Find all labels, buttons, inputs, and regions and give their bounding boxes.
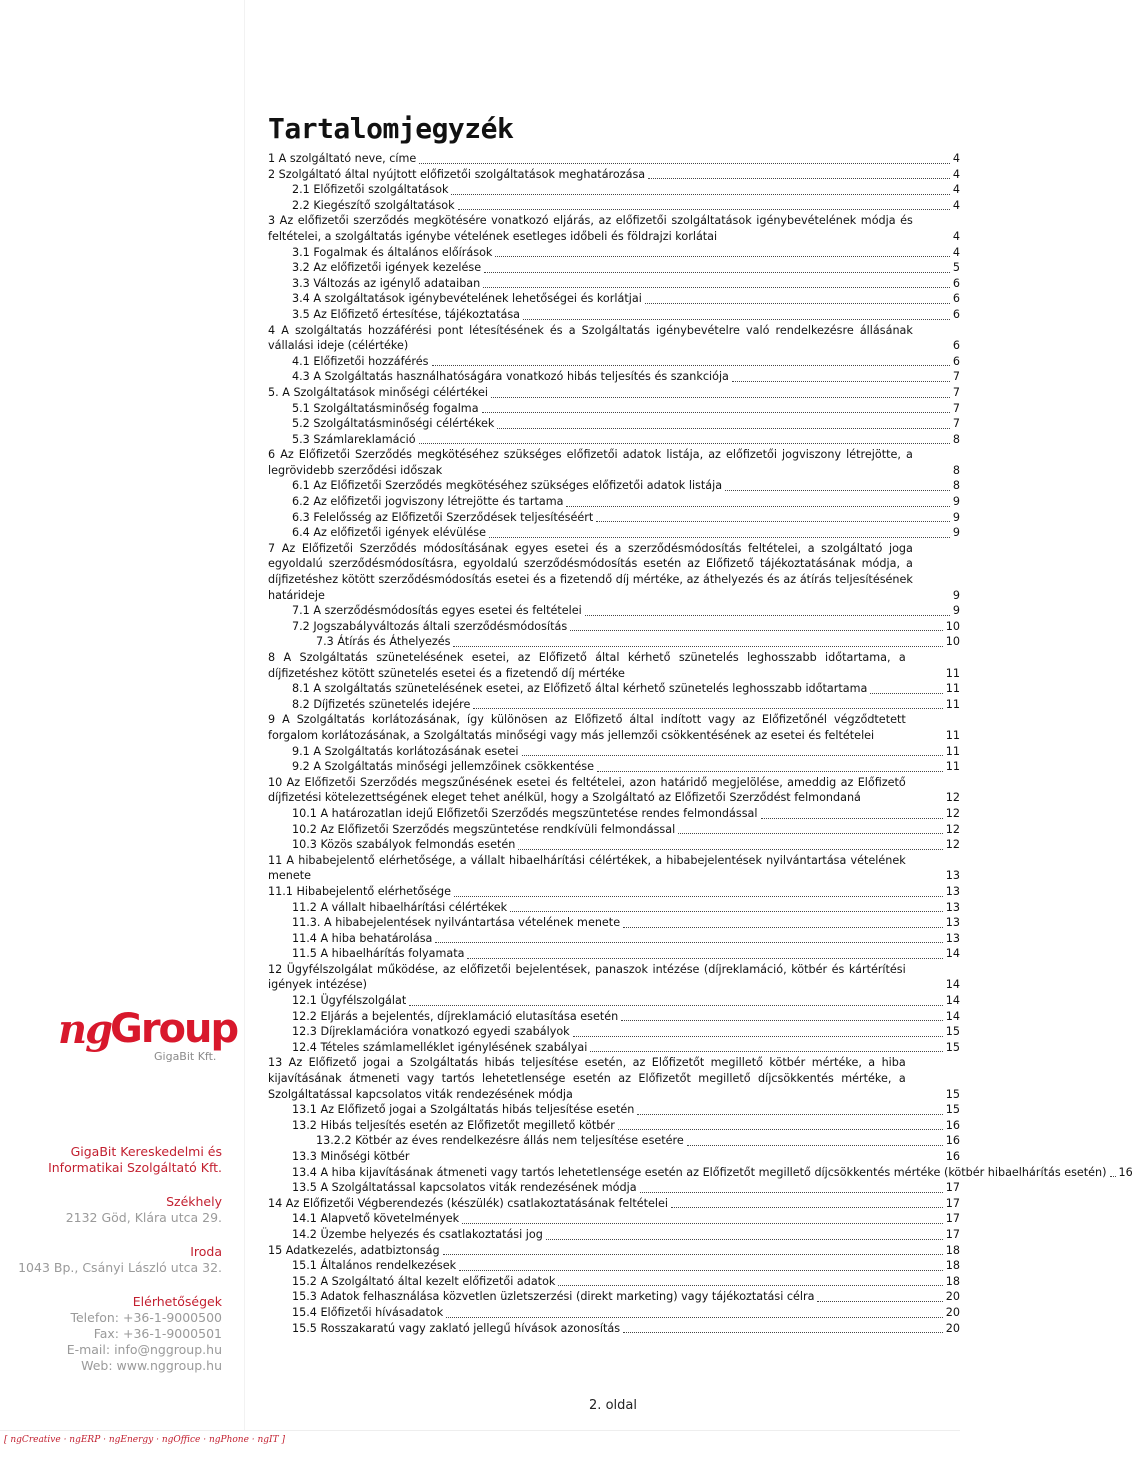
toc-leader-dots xyxy=(618,1129,943,1130)
toc-page-number: 4 xyxy=(952,198,960,212)
toc-entry-text: 5.2 Szolgáltatásminőségi célértékek xyxy=(292,417,495,431)
toc-entry-text: 7 Az Előfizetői Szerződés módosításának egyes esetei és a szerződésmódosítás feltételei, a szolgáltató joga egyoldalú szerződésmódosításra, egyoldalú szerződésmódosítás esetén az Előfizető tájékoztatásának módja, a díjfizetéshez kötött szerződésmódosítás esetei és a fizetendő díj mértéke, az áthelyezés és az átírás teljesítésének határideje xyxy=(268,541,913,602)
hq-info xyxy=(0,1194,222,1226)
toc-leader-dots xyxy=(732,381,950,382)
toc-entry-text: 14.1 Alapvető követelmények xyxy=(292,1212,460,1226)
toc-leader-dots xyxy=(623,1332,943,1333)
toc-entry[interactable] xyxy=(268,603,960,619)
toc-leader-dots xyxy=(678,833,943,834)
toc-entry-text: 12 Ügyfélszolgálat működése, az előfizetői bejelentések, panaszok intézése (díjreklamáció, kötbér és kártérítési igények intézése) xyxy=(268,962,906,992)
toc-content xyxy=(268,112,1133,1336)
toc-leader-dots xyxy=(648,178,950,179)
toc-page-number: 11 xyxy=(945,682,960,696)
toc-leader-dots xyxy=(459,1270,943,1271)
toc-page-number: 13 xyxy=(945,900,960,914)
toc-page-number: 14 xyxy=(945,994,960,1008)
toc-leader-dots xyxy=(546,1239,943,1240)
toc-entry[interactable] xyxy=(268,775,960,806)
toc-leader-dots xyxy=(443,1254,943,1255)
toc-entry-text: 13.2 Hibás teljesítés esetén az Előfizetőt megillető kötbér xyxy=(292,1118,615,1132)
toc-leader-dots xyxy=(640,1192,943,1193)
toc-entry[interactable] xyxy=(268,1305,960,1321)
toc-entry-text: 13.5 A Szolgáltatással kapcsolatos viták rendezésének módja xyxy=(292,1181,637,1195)
nggroup-logo xyxy=(58,1006,238,1066)
toc-page-number: 11 xyxy=(945,744,960,758)
toc-entry-text: 14.2 Üzembe helyezés és csatlakoztatási jog xyxy=(292,1227,543,1241)
toc-entry-text: 12.1 Ügyfélszolgálat xyxy=(292,994,407,1008)
toc-page-number: 20 xyxy=(945,1321,960,1335)
toc-page-number: 15 xyxy=(945,1040,960,1054)
toc-entry-text: 11.5 A hibaelhárítás folyamata xyxy=(292,947,465,961)
toc-entry[interactable] xyxy=(268,369,960,385)
toc-entry[interactable] xyxy=(268,276,960,292)
toc-page-number: 11 xyxy=(945,728,960,742)
toc-entry-text: 4.1 Előfizetői hozzáférés xyxy=(292,354,429,368)
toc-entry-text: 3.5 Az Előfizető értesítése, tájékoztatása xyxy=(292,307,521,321)
toc-leader-dots xyxy=(484,272,950,273)
toc-entry[interactable] xyxy=(268,291,960,307)
toc-entry[interactable] xyxy=(268,385,960,401)
toc-entry[interactable] xyxy=(268,1243,960,1259)
toc-entry[interactable] xyxy=(268,619,960,635)
office-label: Iroda xyxy=(190,1244,222,1259)
toc-entry[interactable] xyxy=(268,478,960,494)
toc-leader-dots xyxy=(597,771,943,772)
toc-entry-text: 3 Az előfizetői szerződés megkötésére vonatkozó eljárás, az előfizetői szolgáltatások igénybevételének módja és feltételei, a szolgáltatás igénybe vételének esetleges időbeli és földrajzi korlátai xyxy=(268,214,913,243)
toc-entry-text: 15 Adatkezelés, adatbiztonság xyxy=(268,1243,440,1257)
toc-entry-text: 2.1 Előfizetői szolgáltatások xyxy=(292,183,449,197)
toc-page-number: 17 xyxy=(945,1196,960,1210)
toc-entry-text: 13.3 Minőségi kötbér xyxy=(292,1150,410,1163)
toc-page-number: 16 xyxy=(945,1150,960,1163)
toc-entry[interactable] xyxy=(268,1321,960,1337)
toc-leader-dots xyxy=(491,397,950,398)
toc-entry[interactable] xyxy=(268,1055,960,1102)
toc-leader-dots xyxy=(590,1051,942,1052)
toc-page-number: 20 xyxy=(945,1305,960,1319)
toc-entry[interactable] xyxy=(268,1289,960,1305)
toc-page-number: 4 xyxy=(952,152,960,165)
toc-entry[interactable] xyxy=(268,634,960,650)
toc-entry[interactable] xyxy=(268,245,960,261)
toc-entry-text: 7.1 A szerződésmódosítás egyes esetei és feltételei xyxy=(292,604,582,618)
toc-entry-text: 13.2.2 Kötbér az éves rendelkezésre állás nem teljesítése esetére xyxy=(316,1134,684,1148)
toc-page-number: 17 xyxy=(945,1227,960,1241)
toc-entry[interactable] xyxy=(268,1133,960,1149)
toc-page-number: 7 xyxy=(952,401,960,415)
toc-entry-text: 3.4 A szolgáltatások igénybevételének lehetőségei és korlátjai xyxy=(292,292,642,306)
toc-entry[interactable] xyxy=(268,198,960,214)
toc-entry-text: 6.1 Az Előfizetői Szerződés megkötéséhez szükséges előfizetői adatok listája xyxy=(292,479,723,493)
toc-entry-text: 5.1 Szolgáltatásminőség fogalma xyxy=(292,401,479,415)
toc-entry-text: 1 A szolgáltató neve, címe xyxy=(268,152,417,165)
toc-page-number: 6 xyxy=(952,307,960,321)
toc-leader-dots xyxy=(458,209,950,210)
toc-entry[interactable] xyxy=(268,837,960,853)
toc-leader-dots xyxy=(510,911,943,912)
toc-entry-text: 15.2 A Szolgáltató által kezelt előfizetői adatok xyxy=(292,1274,556,1288)
toc-entry-text: 6.4 Az előfizetői igények elévülése xyxy=(292,526,486,540)
toc-leader-dots xyxy=(473,708,942,709)
toc-entry[interactable] xyxy=(268,1149,960,1165)
toc-leader-dots xyxy=(419,443,950,444)
toc-entry-text: 11.2 A vállalt hibaelhárítási célértékek xyxy=(292,900,508,914)
toc-entry-text: 9 A Szolgáltatás korlátozásának, így különösen az Előfizető által indított vagy az Előfizetőnél végződtetett forgalom korlátozásának, a Szolgáltatás minőségi vagy más jellemzői csökkentésének az esetei és feltételei xyxy=(268,713,906,742)
toc-entry[interactable] xyxy=(268,1102,960,1118)
toc-leader-dots xyxy=(467,958,942,959)
toc-entry[interactable] xyxy=(268,1196,960,1212)
toc-page-number: 16 xyxy=(945,1118,960,1132)
toc-page-number: 11 xyxy=(945,760,960,774)
toc-page-number: 18 xyxy=(945,1259,960,1273)
toc-entry-text: 13.4 A hiba kijavításának átmeneti vagy tartós lehetetlensége esetén az Előfizetőt megillető díjcsökkentés mértéke (kötbér hibaelhárítás esetén) xyxy=(292,1165,1107,1179)
toc-leader-dots xyxy=(623,927,943,928)
toc-page-number: 15 xyxy=(945,1025,960,1039)
toc-leader-dots xyxy=(451,194,949,195)
toc-leader-dots xyxy=(621,1020,943,1021)
toc-entry-text: 4.3 A Szolgáltatás használhatóságára vonatkozó hibás teljesítés és szankciója xyxy=(292,370,729,384)
toc-page-number: 17 xyxy=(945,1181,960,1195)
toc-entry[interactable] xyxy=(268,416,960,432)
toc-entry-text: 15.3 Adatok felhasználása közvetlen üzletszerzési (direkt marketing) vagy tájékoztatási célra xyxy=(292,1290,815,1304)
toc-leader-dots xyxy=(462,1223,943,1224)
toc-entry[interactable] xyxy=(268,822,960,838)
toc-entry[interactable] xyxy=(268,1258,960,1274)
toc-page-number: 10 xyxy=(945,619,960,633)
toc-leader-dots xyxy=(419,163,950,164)
toc-leader-dots xyxy=(489,537,950,538)
footer-brands: [ ngCreative · ngERP · ngEnergy · ngOffice · ngPhone · ngIT ] xyxy=(4,1435,285,1445)
toc-entry[interactable] xyxy=(268,447,960,478)
email: E-mail: info@nggroup.hu xyxy=(66,1342,222,1357)
toc-entry[interactable] xyxy=(268,494,960,510)
toc-page-number: 12 xyxy=(945,791,960,805)
toc-leader-dots xyxy=(671,1207,943,1208)
toc-page-number: 9 xyxy=(952,510,960,524)
toc-entry[interactable] xyxy=(268,1118,960,1134)
toc-entry[interactable] xyxy=(268,401,960,417)
toc-entry[interactable] xyxy=(268,1180,960,1196)
toc-entry-text: 11.4 A hiba behatárolása xyxy=(292,931,433,945)
toc-leader-dots xyxy=(483,287,950,288)
toc-entry-text: 15.1 Általános rendelkezések xyxy=(292,1259,457,1273)
toc-page-number: 14 xyxy=(945,978,960,992)
toc-page-number: 17 xyxy=(945,1212,960,1226)
web: Web: www.nggroup.hu xyxy=(81,1358,222,1373)
sidebar xyxy=(0,0,245,1430)
toc-entry-text: 15.4 Előfizetői hívásadatok xyxy=(292,1305,444,1319)
toc-entry-text: 13.1 Az Előfizető jogai a Szolgáltatás hibás teljesítése esetén xyxy=(292,1103,635,1117)
toc-entry[interactable] xyxy=(268,151,960,167)
toc-page-number: 16 xyxy=(1118,1165,1133,1179)
toc-entry[interactable] xyxy=(268,744,960,760)
contact-label: Elérhetőségek xyxy=(132,1294,222,1309)
toc-entry-text: 7.2 Jogszabályváltozás általi szerződésmódosítás xyxy=(292,619,568,633)
toc-entry-text: 8.2 Díjfizetés szünetelés idejére xyxy=(292,697,471,711)
toc-entry-text: 2.2 Kiegészítő szolgáltatások xyxy=(292,198,455,212)
toc-leader-dots xyxy=(497,428,949,429)
toc-entry-text: 5.3 Számlareklamáció xyxy=(292,432,416,446)
toc-page-number: 4 xyxy=(952,245,960,259)
hq-label: Székhely xyxy=(166,1194,222,1209)
toc-page-number: 9 xyxy=(952,588,960,602)
toc-page-number: 6 xyxy=(952,276,960,290)
toc-entry-text: 10 Az Előfizetői Szerződés megszűnésének esetei és feltételei, azon határidő megjelölése, ameddig az Előfizető díjfizetési kötelezettségének eleget tehet anélkül, hogy a Szolgáltató az Előfizetői Szerződést felmondaná xyxy=(268,775,906,805)
toc-page-number: 12 xyxy=(945,822,960,836)
toc-page-number: 7 xyxy=(952,385,960,399)
toc-page-number: 13 xyxy=(945,869,960,883)
toc-entry[interactable] xyxy=(268,1227,960,1243)
toc-entry[interactable] xyxy=(268,931,960,947)
toc-leader-dots xyxy=(1110,1176,1116,1177)
toc-leader-dots xyxy=(566,506,949,507)
toc-leader-dots xyxy=(761,818,943,819)
toc-page-number: 13 xyxy=(945,916,960,930)
toc-page-number: 18 xyxy=(945,1243,960,1257)
toc-leader-dots xyxy=(645,303,950,304)
toc-entry[interactable] xyxy=(268,946,960,962)
toc-page-number: 12 xyxy=(945,806,960,820)
toc-entry[interactable] xyxy=(268,962,960,993)
toc-entry[interactable] xyxy=(268,993,960,1009)
logo-subtitle: GigaBit Kft. xyxy=(154,1050,217,1063)
toc-leader-dots xyxy=(435,942,942,943)
toc-page-number: 16 xyxy=(945,1134,960,1148)
toc-leader-dots xyxy=(482,412,950,413)
toc-entry-text: 11.1 Hibabejelentő elérhetősége xyxy=(268,884,451,898)
toc-page-number: 13 xyxy=(945,884,960,898)
toc-entry-text: 11 A hibabejelentő elérhetősége, a vállalt hibaelhárítási célértékek, a hibabejelentések nyilvántartása vételének menete xyxy=(268,853,906,883)
toc-entry-text: 14 Az Előfizetői Végberendezés (készülék) csatlakoztatásának feltételei xyxy=(268,1196,669,1210)
toc-leader-dots xyxy=(522,755,943,756)
toc-page-number: 20 xyxy=(945,1290,960,1304)
toc-leader-dots xyxy=(687,1145,943,1146)
toc-entry-text: 5. A Szolgáltatások minőségi célértékei xyxy=(268,385,489,399)
toc-entry[interactable] xyxy=(268,1165,1133,1181)
toc-page-number: 13 xyxy=(945,931,960,945)
toc-page-number: 9 xyxy=(952,604,960,618)
toc-page-number: 9 xyxy=(952,495,960,509)
toc-entry-text: 8 A Szolgáltatás szünetelésének esetei, az Előfizető által kérhető szünetelés leghosszabb időtartama, a díjfizetéshez kötött szünetelés esetei és a fizetendő díj mértéke xyxy=(268,651,906,680)
toc-entry[interactable] xyxy=(268,213,960,244)
toc-page-number: 4 xyxy=(952,167,960,181)
toc-entry[interactable] xyxy=(268,650,960,681)
toc-leader-dots xyxy=(870,693,942,694)
toc-entry-text: 12.4 Tételes számlamelléklet igénylésének szabályai xyxy=(292,1040,588,1054)
toc-leader-dots xyxy=(573,1036,943,1037)
toc-page-number: 7 xyxy=(952,370,960,384)
toc-leader-dots xyxy=(558,1285,942,1286)
logo-ng: ng xyxy=(58,1006,112,1053)
toc-leader-dots xyxy=(523,319,950,320)
toc-page-number: 8 xyxy=(952,463,960,477)
toc-page-number: 6 xyxy=(952,339,960,353)
toc-page-number: 9 xyxy=(952,526,960,540)
toc-entry[interactable] xyxy=(268,307,960,323)
toc-leader-dots xyxy=(585,615,950,616)
toc-entry-text: 6.2 Az előfizetői jogviszony létrejötte és tartama xyxy=(292,495,564,509)
toc-page-number: 4 xyxy=(952,229,960,243)
toc-list xyxy=(268,151,1133,1336)
company-name-2: Informatikai Szolgáltató Kft. xyxy=(48,1160,222,1175)
toc-entry[interactable] xyxy=(268,510,960,526)
logo-group: Group xyxy=(110,1006,238,1052)
toc-entry[interactable] xyxy=(268,1009,960,1025)
toc-entry-text: 6.3 Felelősség az Előfizetői Szerződések teljesítéséért xyxy=(292,510,594,524)
toc-leader-dots xyxy=(817,1301,942,1302)
toc-leader-dots xyxy=(432,365,950,366)
hq-address: 2132 Göd, Klára utca 29. xyxy=(65,1210,222,1225)
toc-page-number: 15 xyxy=(945,1103,960,1117)
toc-entry-text: 3.1 Fogalmak és általános előírások xyxy=(292,245,493,259)
toc-leader-dots xyxy=(409,1005,942,1006)
toc-entry[interactable] xyxy=(268,432,960,448)
toc-leader-dots xyxy=(725,490,950,491)
phone: Telefon: +36-1-9000500 xyxy=(70,1310,222,1325)
office-info xyxy=(0,1244,222,1276)
toc-entry[interactable] xyxy=(268,681,960,697)
toc-entry-text: 10.2 Az Előfizetői Szerződés megszüntetése rendkívüli felmondással xyxy=(292,822,676,836)
toc-entry[interactable] xyxy=(268,1024,960,1040)
toc-page-number: 14 xyxy=(945,947,960,961)
toc-entry[interactable] xyxy=(268,853,960,884)
toc-entry-text: 4 A szolgáltatás hozzáférési pont létesítésének és a Szolgáltatás igénybevételre való rendelkezésre állásának vállalási ideje (célértéke) xyxy=(268,323,913,353)
toc-page-number: 8 xyxy=(952,479,960,493)
toc-entry[interactable] xyxy=(268,182,960,198)
toc-page-number: 18 xyxy=(945,1274,960,1288)
toc-entry[interactable] xyxy=(268,1211,960,1227)
toc-entry-text: 3.3 Változás az igénylő adataiban xyxy=(292,276,481,290)
toc-entry[interactable] xyxy=(268,1274,960,1290)
toc-entry[interactable] xyxy=(268,697,960,713)
toc-entry[interactable] xyxy=(268,354,960,370)
footer xyxy=(0,1430,960,1463)
toc-page-number: 11 xyxy=(945,697,960,711)
toc-entry-text: 12.3 Díjreklamációra vonatkozó egyedi szabályok xyxy=(292,1025,570,1039)
toc-entry[interactable] xyxy=(268,900,960,916)
toc-entry[interactable] xyxy=(268,759,960,775)
toc-entry[interactable] xyxy=(268,884,960,900)
toc-leader-dots xyxy=(446,1317,943,1318)
toc-leader-dots xyxy=(570,630,943,631)
toc-page-number: 4 xyxy=(952,183,960,197)
toc-entry-text: 2 Szolgáltató által nyújtott előfizetői szolgáltatások meghatározása xyxy=(268,167,646,181)
toc-page-number: 8 xyxy=(952,432,960,446)
toc-page-number: 12 xyxy=(945,838,960,852)
toc-entry-text: 8.1 A szolgáltatás szünetelésének esetei, az Előfizető által kérhető szünetelés leghosszabb időtartama xyxy=(292,682,868,696)
toc-page-number: 7 xyxy=(952,417,960,431)
toc-entry-text: 12.2 Eljárás a bejelentés, díjreklamáció elutasítása esetén xyxy=(292,1009,619,1023)
toc-entry-text: 7.3 Átírás és Áthelyezés xyxy=(316,635,451,649)
toc-leader-dots xyxy=(453,646,942,647)
toc-page-number: 15 xyxy=(945,1087,960,1101)
toc-entry-text: 9.2 A Szolgáltatás minőségi jellemzőinek csökkentése xyxy=(292,760,594,774)
toc-page-number: 6 xyxy=(952,354,960,368)
toc-entry-text: 9.1 A Szolgáltatás korlátozásának esetei xyxy=(292,744,519,758)
company-name-1: GigaBit Kereskedelmi és xyxy=(70,1144,222,1159)
toc-leader-dots xyxy=(454,896,943,897)
toc-leader-dots xyxy=(596,521,950,522)
toc-entry-text: 11.3. A hibabejelentések nyilvántartása vételének menete xyxy=(292,916,621,930)
company-info xyxy=(0,1144,222,1176)
toc-entry-text: 15.5 Rosszakaratú vagy zaklató jellegű hívások azonosítás xyxy=(292,1321,621,1335)
toc-entry[interactable] xyxy=(268,541,960,603)
toc-entry[interactable] xyxy=(268,712,960,743)
toc-leader-dots xyxy=(495,256,949,257)
toc-entry-text: 13 Az Előfizető jogai a Szolgáltatás hibás teljesítése esetén, az Előfizetőt megillető kötbér mértéke, a hiba kijavításának átmeneti vagy tartós lehetetlensége esetén az Előfizetőt megillető díjcsökkentés mértéke, a Szolgáltatással kapcsolatos viták rendezésének módja xyxy=(268,1056,906,1101)
page-number: 2. oldal xyxy=(589,1398,637,1413)
toc-entry-text: 10.3 Közös szabályok felmondás esetén xyxy=(292,838,516,852)
toc-entry-text: 6 Az Előfizetői Szerződés megkötéséhez szükséges előfizetői adatok listája, az előfizetői jogviszony létrejötte, a legrövidebb szerződési időszak xyxy=(268,448,913,477)
toc-entry[interactable] xyxy=(268,806,960,822)
toc-page-number: 14 xyxy=(945,1009,960,1023)
toc-entry[interactable] xyxy=(268,1040,960,1056)
toc-entry[interactable] xyxy=(268,323,960,354)
toc-entry[interactable] xyxy=(268,167,960,183)
toc-page-number: 5 xyxy=(952,261,960,275)
toc-entry[interactable] xyxy=(268,260,960,276)
toc-page-number: 10 xyxy=(945,635,960,649)
toc-entry[interactable] xyxy=(268,525,960,541)
office-address: 1043 Bp., Csányi László utca 32. xyxy=(18,1260,222,1275)
toc-entry-text: 10.1 A határozatlan idejű Előfizetői Szerződés megszüntetése rendes felmondással xyxy=(292,806,758,820)
toc-page-number: 6 xyxy=(952,292,960,306)
toc-entry[interactable] xyxy=(268,915,960,931)
toc-leader-dots xyxy=(637,1114,942,1115)
toc-entry-text: 3.2 Az előfizetői igények kezelése xyxy=(292,261,482,275)
toc-leader-dots xyxy=(518,849,942,850)
fax: Fax: +36-1-9000501 xyxy=(93,1326,222,1341)
toc-title: Tartalomjegyzék xyxy=(268,112,514,145)
contact-info xyxy=(0,1294,222,1374)
toc-page-number: 11 xyxy=(945,666,960,680)
